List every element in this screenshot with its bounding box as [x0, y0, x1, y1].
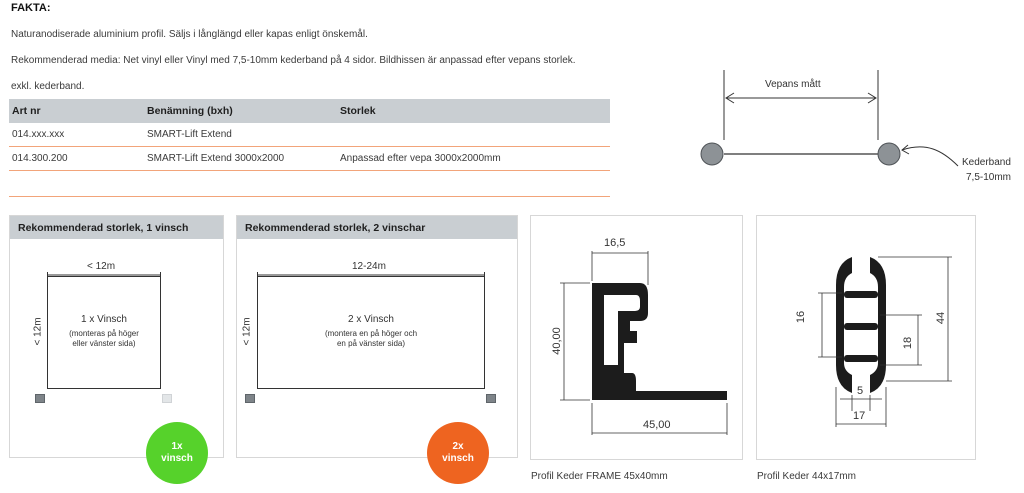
panel-two-title: Rekommenderad storlek, 2 vinschar: [237, 216, 517, 239]
intro-text-3: exkl. kederband.: [11, 81, 85, 92]
table-header: [9, 99, 610, 123]
winch-marker-left: [35, 394, 45, 403]
keder-dim-16: 16: [795, 310, 807, 324]
frame-dim-left: 40,00: [551, 327, 563, 355]
keder-bar-bottom: [844, 355, 878, 362]
keder-dim-5: 5: [857, 385, 864, 397]
vepa-measure-label: Vepans mått: [765, 79, 821, 90]
spec-table: [9, 99, 610, 197]
panel-one-height-label: < 12m: [32, 317, 44, 346]
table-row-empty: [9, 171, 610, 197]
keder-circle-right: [878, 143, 900, 165]
badge-count: 1x: [171, 441, 183, 452]
cell-art-nr: 014.xxx.xxx: [12, 129, 65, 140]
badge-count: 2x: [452, 441, 464, 452]
one-winch-badge: [146, 422, 208, 484]
intro-text-1: Naturanodiserade aluminium profil. Säljs i långlängd eller kapas enligt önskemål.: [11, 29, 368, 40]
intro-text-2: Rekommenderad media: Net vinyl eller Vinyl med 7,5-10mm kederband på 4 sidor. Bildhissen är anpassad efter vepans storlek.: [11, 55, 576, 66]
keder-dim-44: 44: [935, 311, 947, 325]
kederband-size-label: 7,5-10mm: [966, 172, 1012, 183]
panel-two-box-sub-1: (montera en på höger och: [324, 329, 418, 338]
panel-two-box-sub-2: en på vänster sida): [336, 339, 406, 348]
panel-two-box-text: [257, 314, 485, 349]
badge-word: vinsch: [442, 453, 474, 464]
frame-profile-caption: Profil Keder FRAME 45x40mm: [531, 471, 668, 482]
panel-one-box-title: 1 x Vinsch: [81, 314, 127, 325]
keder-bar-top: [844, 291, 878, 298]
keder-profile-drawing: [756, 215, 976, 460]
panel-one-width-label: < 12m: [87, 261, 116, 272]
table-row: [9, 147, 610, 171]
keder-pointer-arrow: [902, 145, 909, 154]
frame-dim-bottom: 45,00: [643, 419, 671, 431]
panel-two-width-label: 12-24m: [352, 261, 386, 272]
keder-profile-caption: Profil Keder 44x17mm: [757, 471, 856, 482]
winch-marker-right: [486, 394, 496, 403]
keder-dim-18: 18: [902, 336, 914, 350]
keder-pointer-curve: [902, 147, 958, 166]
badge-word: vinsch: [161, 453, 193, 464]
panel-one-box-text: [47, 314, 161, 349]
header-benamning: Benämning (bxh): [147, 105, 233, 117]
fakta-heading: FAKTA:: [11, 2, 51, 14]
panel-one-box-sub-2: eller vänster sida): [72, 339, 136, 348]
panel-one-box-sub-1: (monteras på höger: [69, 329, 139, 338]
frame-dim-top: 16,5: [604, 237, 626, 249]
header-storlek: Storlek: [340, 105, 376, 117]
winch-marker-right-empty: [162, 394, 172, 403]
header-art-nr: Art nr: [12, 105, 41, 117]
keder-bar-middle: [844, 323, 878, 330]
panel-one-title: Rekommenderad storlek, 1 vinsch: [10, 216, 223, 239]
cell-storlek: Anpassad efter vepa 3000x2000mm: [340, 153, 501, 164]
two-winch-badge: [427, 422, 489, 484]
keder-dim-17: 17: [853, 410, 866, 422]
winch-marker-left: [245, 394, 255, 403]
keder-circle-left: [701, 143, 723, 165]
cell-art-nr: 014.300.200: [12, 153, 68, 164]
cell-benamning: SMART-Lift Extend 3000x2000: [147, 153, 285, 164]
table-row: [9, 123, 610, 147]
panel-two-height-label: < 12m: [241, 317, 253, 346]
cell-benamning: SMART-Lift Extend: [147, 129, 232, 140]
panel-two-box-title: 2 x Vinsch: [348, 314, 394, 325]
kederband-label: Kederband: [962, 157, 1011, 168]
